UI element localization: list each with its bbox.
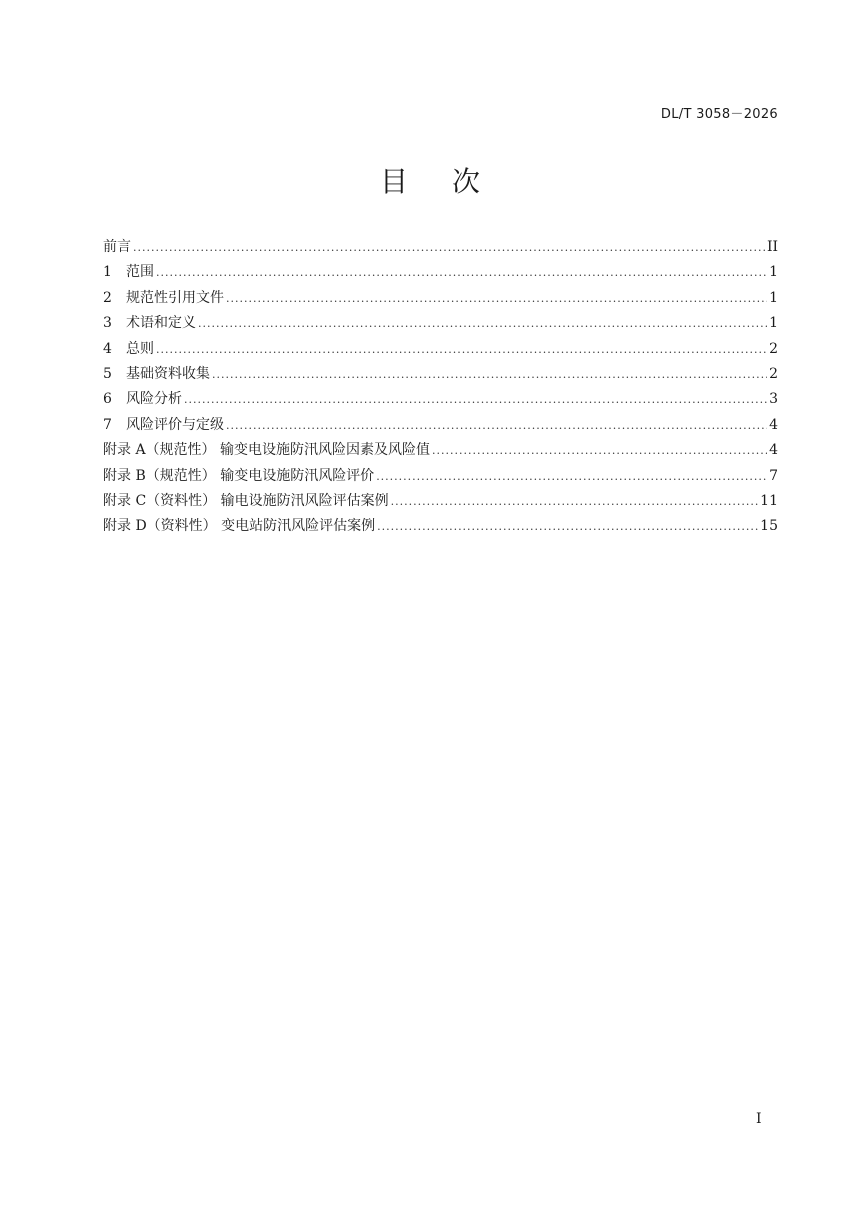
document-code: DL/T 3058－2026 bbox=[660, 107, 778, 122]
toc-entry-label: 附录 D（资料性） 变电站防汛风险评估案例 bbox=[103, 518, 376, 535]
dot-leader bbox=[212, 362, 767, 387]
dot-leader bbox=[376, 464, 767, 489]
toc-entry-page: 1 bbox=[769, 315, 778, 332]
toc-entry-page: 2 bbox=[769, 365, 778, 382]
toc-entry-page: 11 bbox=[760, 492, 778, 509]
toc-entry[interactable] bbox=[103, 413, 778, 438]
dot-leader bbox=[133, 235, 765, 260]
toc-entry[interactable] bbox=[103, 260, 778, 285]
toc-entry[interactable] bbox=[103, 311, 778, 336]
toc-entry-page: 2 bbox=[769, 340, 778, 357]
toc-entry-label: 基础资料收集 bbox=[126, 365, 210, 382]
toc-entry[interactable] bbox=[103, 464, 778, 489]
page-number: I bbox=[756, 1111, 762, 1127]
dot-leader bbox=[391, 489, 759, 514]
dot-leader bbox=[432, 438, 767, 463]
toc-entry-page: 4 bbox=[769, 416, 778, 433]
toc-entry-number: 2 bbox=[103, 289, 112, 306]
toc-entry[interactable] bbox=[103, 362, 778, 387]
toc-entry-page: 1 bbox=[769, 289, 778, 306]
toc-entry-label: 术语和定义 bbox=[126, 315, 196, 332]
toc-entry-label: 前言 bbox=[103, 239, 131, 255]
toc-entry-label: 范围 bbox=[126, 264, 154, 281]
toc-title bbox=[0, 160, 860, 200]
dot-leader bbox=[156, 260, 767, 285]
dot-leader bbox=[226, 286, 767, 311]
toc-title-part: 次 bbox=[452, 165, 481, 198]
dot-leader bbox=[156, 337, 767, 362]
toc-entry[interactable] bbox=[103, 489, 778, 514]
toc-entry-page: 1 bbox=[769, 264, 778, 281]
dot-leader bbox=[226, 413, 767, 438]
toc-entry-label: 总则 bbox=[126, 340, 154, 357]
toc-entry-label: 附录 C（资料性） 输电设施防汛风险评估案例 bbox=[103, 492, 389, 509]
toc-entry[interactable] bbox=[103, 286, 778, 311]
toc-entry[interactable] bbox=[103, 235, 778, 260]
toc-entry-number: 7 bbox=[103, 416, 112, 433]
toc-entry-label: 规范性引用文件 bbox=[126, 289, 224, 306]
toc-entry[interactable] bbox=[103, 438, 778, 463]
toc-entry[interactable] bbox=[103, 514, 778, 539]
toc-entry-number: 5 bbox=[103, 365, 112, 382]
toc-entry[interactable] bbox=[103, 387, 778, 412]
toc-entry-page: II bbox=[766, 239, 778, 255]
toc-entry-number: 3 bbox=[103, 315, 112, 332]
dot-leader bbox=[184, 387, 767, 412]
toc-entry-page: 7 bbox=[769, 467, 778, 484]
toc-entry-label: 风险评价与定级 bbox=[126, 416, 224, 433]
toc-entry-page: 4 bbox=[769, 442, 778, 459]
dot-leader bbox=[377, 514, 758, 539]
toc-entry-number: 1 bbox=[103, 264, 112, 281]
toc-entry-number: 6 bbox=[103, 391, 112, 408]
toc-entry-page: 15 bbox=[760, 518, 778, 535]
toc-title-part: 目 bbox=[379, 165, 408, 198]
toc-entry-label: 附录 B（规范性） 输变电设施防汛风险评价 bbox=[103, 467, 375, 484]
toc-entry-label: 附录 A（规范性） 输变电设施防汛风险因素及风险值 bbox=[103, 442, 431, 459]
dot-leader bbox=[198, 311, 767, 336]
toc-entry-page: 3 bbox=[769, 391, 778, 408]
table-of-contents bbox=[103, 235, 778, 540]
toc-entry-number: 4 bbox=[103, 340, 112, 357]
toc-entry[interactable] bbox=[103, 337, 778, 362]
toc-entry-label: 风险分析 bbox=[126, 391, 182, 408]
